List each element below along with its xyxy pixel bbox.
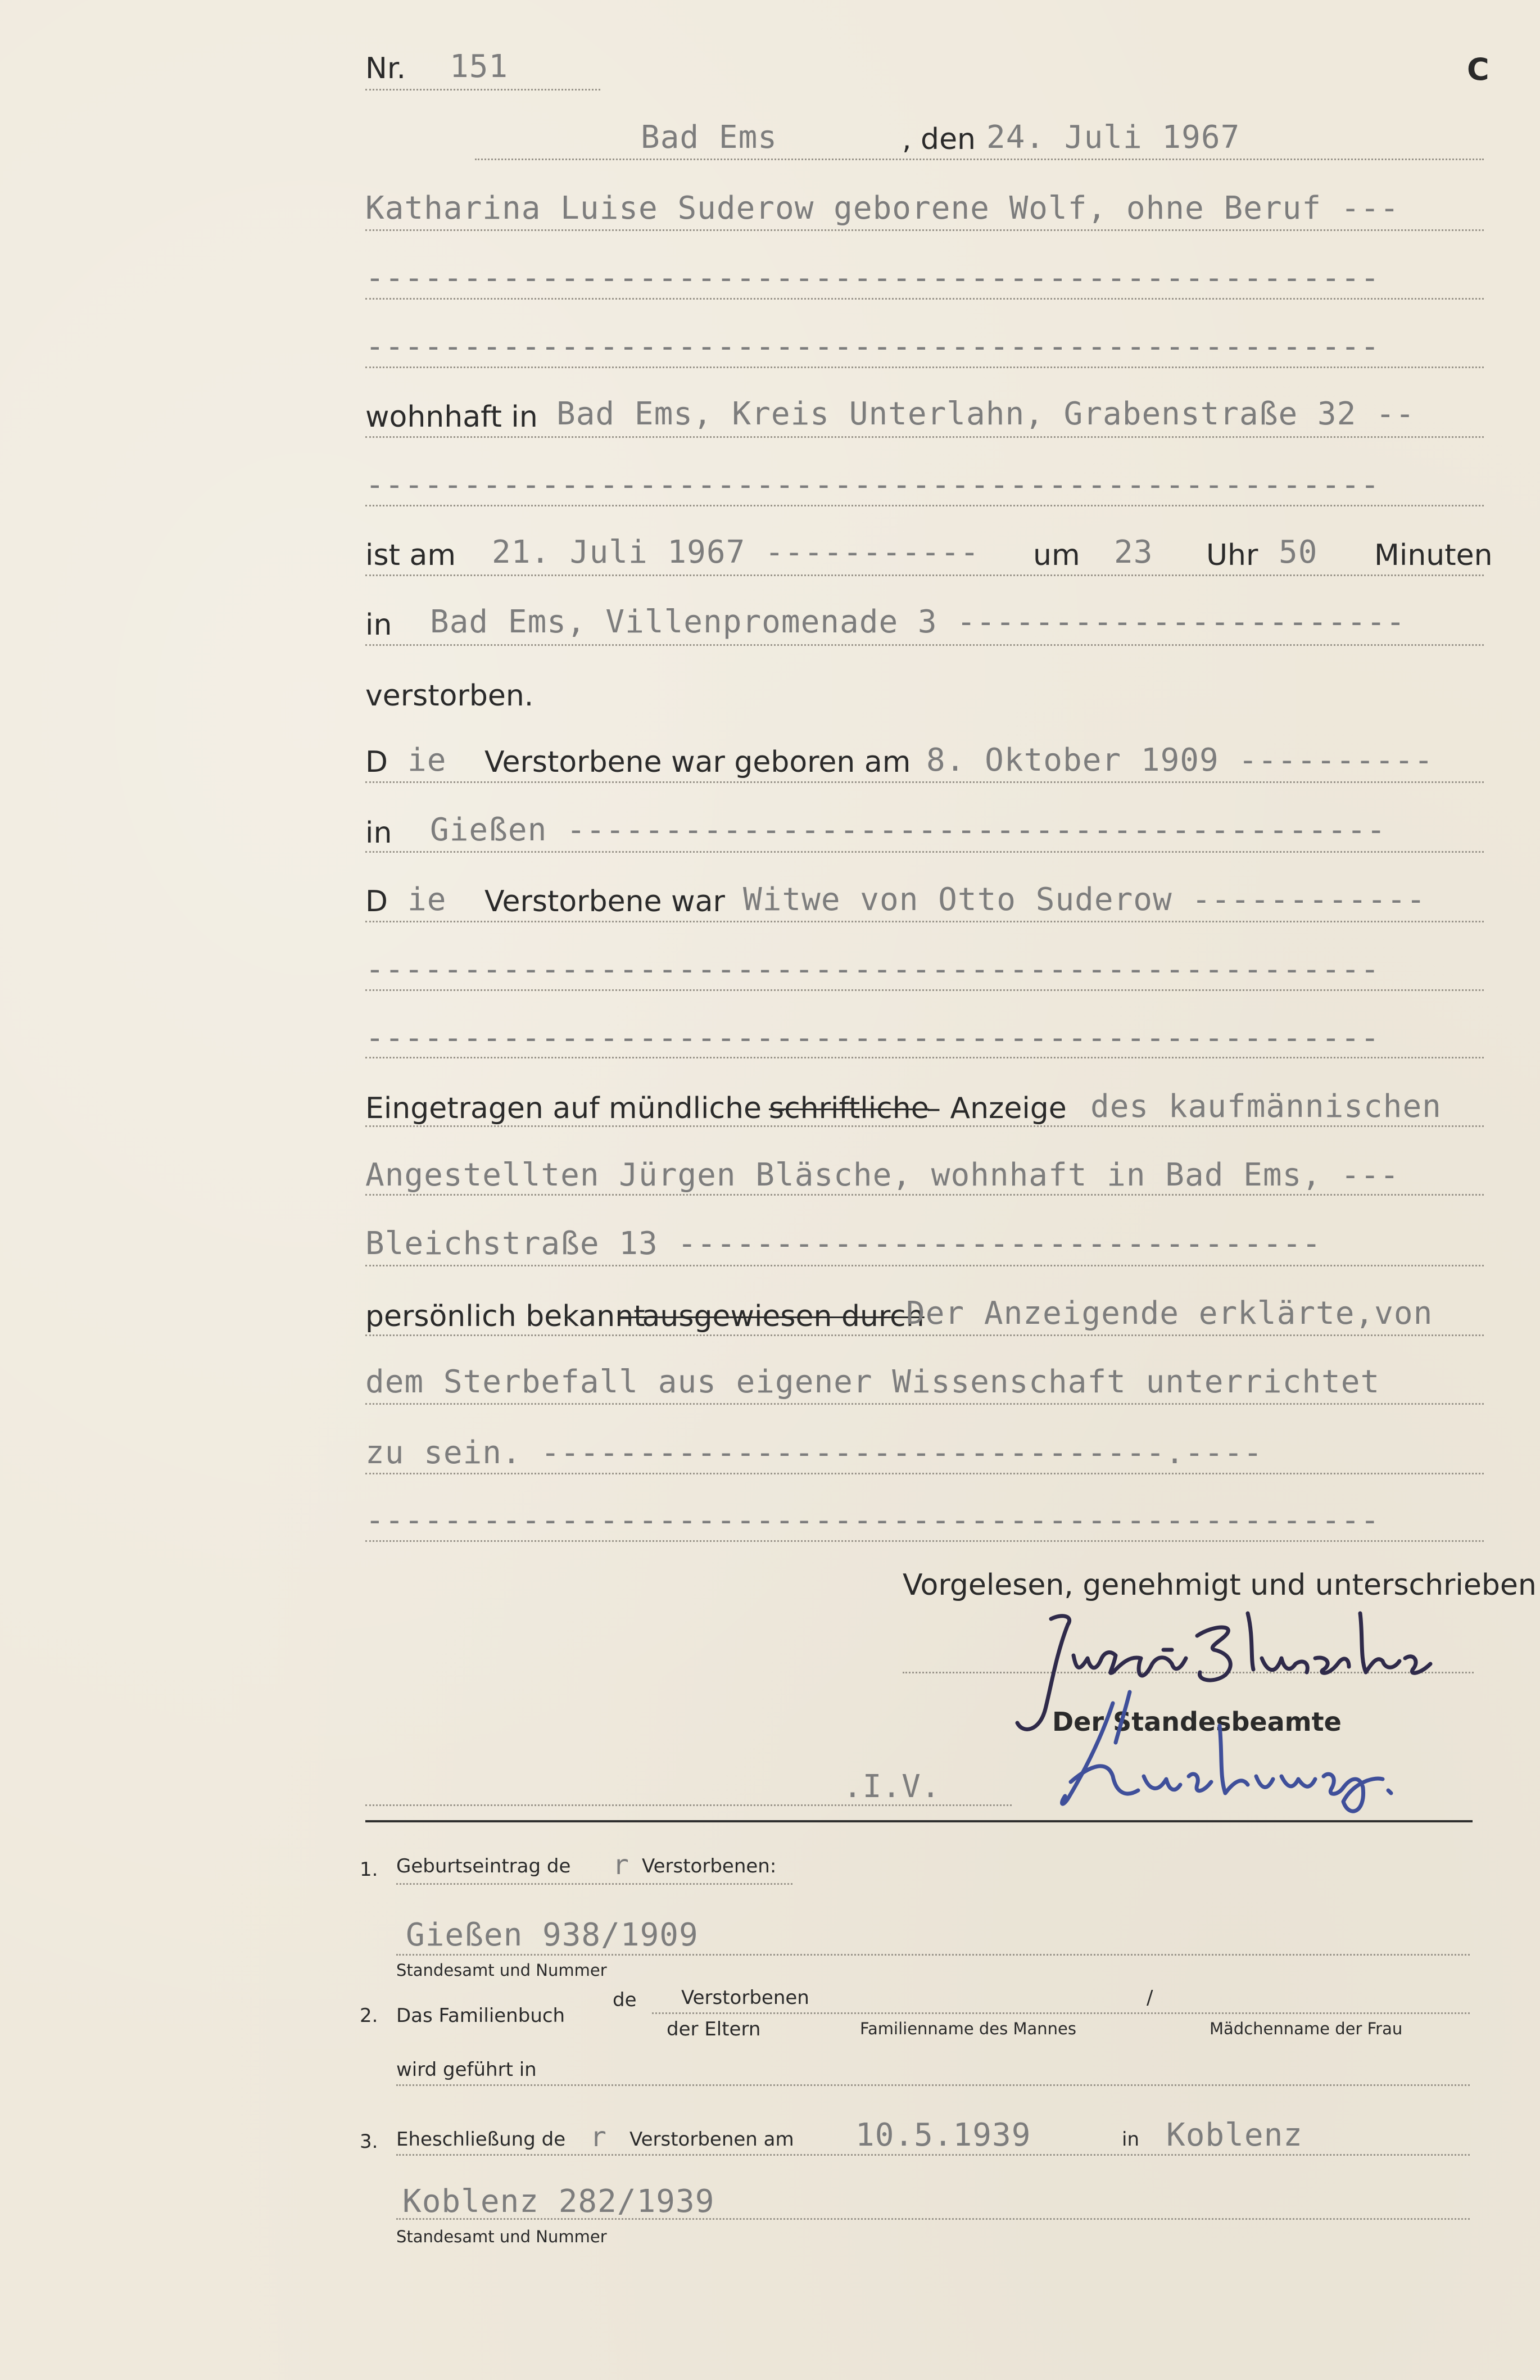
ausgewiesen-struck: – ausgewiesen durch — [618, 1300, 925, 1333]
eltern-option: der Eltern — [667, 2018, 761, 2040]
item-number-2: 2. — [360, 2005, 378, 2027]
line — [396, 1954, 1470, 1956]
line — [365, 229, 1484, 231]
birth-label: Verstorbene war geboren am — [484, 745, 911, 779]
item-number-3: 3. — [360, 2130, 378, 2153]
uhr-label: Uhr — [1206, 539, 1258, 572]
record-date: 24. Juli 1967 — [986, 119, 1240, 156]
den-label: , den — [902, 123, 976, 156]
minuten-label: Minuten — [1374, 539, 1493, 572]
in-label: in — [365, 608, 392, 642]
line — [396, 2084, 1470, 2086]
geburtseintrag-typed: r — [613, 1849, 629, 1881]
separator-line — [365, 1820, 1473, 1822]
informant-line: Angestellten Jürgen Bläsche, wohnhaft in Bad Ems, --- — [365, 1157, 1399, 1193]
line — [365, 298, 1484, 300]
eingetragen-label: Eingetragen auf mündliche – — [365, 1092, 786, 1125]
line — [396, 1883, 792, 1885]
slash: / — [1147, 1987, 1153, 2009]
line — [365, 1334, 1484, 1336]
line — [365, 574, 1484, 576]
vorgelesen-label: Vorgelesen, genehmigt und unterschrieben — [903, 1568, 1537, 1602]
place-of-record: Bad Ems — [641, 119, 778, 156]
status-prefix: D — [365, 885, 388, 918]
declaration-line: Der Anzeigende erklärte,von — [906, 1295, 1433, 1332]
death-minutes: 50 — [1279, 534, 1318, 571]
register-number: 151 — [450, 48, 509, 85]
nr-label: Nr. — [365, 52, 406, 85]
declaration-line: dem Sterbefall aus eigener Wissenschaft unterrichtet — [365, 1364, 1380, 1400]
line — [365, 851, 1484, 853]
marriage-date: 10.5.1939 — [855, 2117, 1031, 2153]
eheschliessung-typed: r — [590, 2121, 607, 2153]
maedchenname-caption: Mädchenname der Frau — [1210, 2019, 1403, 2038]
line — [365, 1540, 1484, 1542]
filler-line: ---------------------------------------------------- — [365, 328, 1380, 365]
familienname-caption: Familienname des Mannes — [860, 2019, 1076, 2038]
filler-line: ---------------------------------------------------- — [365, 1020, 1380, 1056]
declaration-line: zu sein. --------------------------------.---- — [365, 1435, 1263, 1471]
birth-register-entry: Gießen 938/1909 — [406, 1917, 699, 1953]
birth-in-label: in — [365, 816, 392, 850]
line — [365, 989, 1484, 991]
deceased-name: Katharina Luise Suderow geborene Wolf, ohne Beruf --- — [365, 190, 1399, 227]
marriage-place: Koblenz — [1166, 2117, 1303, 2153]
line — [365, 1194, 1484, 1196]
line — [652, 2012, 1470, 2014]
corner-letter: C — [1467, 52, 1489, 87]
line — [365, 1473, 1484, 1474]
line — [396, 2218, 1470, 2220]
standesamt-caption-2: Standesamt und Nummer — [396, 2227, 607, 2246]
filler-line: ---------------------------------------------------- — [365, 260, 1380, 296]
standesbeamte-label: Der Standesbeamte — [1052, 1707, 1342, 1737]
deceased-address: Bad Ems, Kreis Unterlahn, Grabenstraße 32 -- — [556, 396, 1415, 432]
date-line — [475, 159, 1484, 160]
bekannt-label: persönlich bekannt — [365, 1300, 645, 1333]
signature-line — [365, 1804, 1012, 1806]
status-label: Verstorbene war — [484, 885, 725, 918]
filler-line: ---------------------------------------------------- — [365, 1502, 1380, 1539]
birth-place: Gießen ------------------------------------------ — [430, 812, 1387, 848]
line — [365, 505, 1484, 506]
line — [365, 921, 1484, 922]
death-place: Bad Ems, Villenpromenade 3 ----------------------- — [430, 604, 1406, 640]
eheschliessung-label: Eheschließung de — [396, 2128, 566, 2151]
ehe-in-label: in — [1122, 2128, 1139, 2151]
marriage-register-entry: Koblenz 282/1939 — [402, 2183, 715, 2220]
line — [365, 1057, 1484, 1058]
nr-underline — [365, 89, 600, 91]
line — [365, 781, 1484, 783]
anzeige-label: – Anzeige — [926, 1092, 1067, 1125]
line — [365, 366, 1484, 368]
marital-status: Witwe von Otto Suderow ------------ — [743, 881, 1426, 918]
iv-label: .I.V. — [843, 1768, 941, 1805]
familienbuch-label: Das Familienbuch — [396, 2005, 565, 2027]
gefuehrt-label: wird geführt in — [396, 2058, 537, 2081]
official-signature — [1045, 1692, 1428, 1821]
eheschliessung-suffix: Verstorbenen am — [629, 2128, 794, 2151]
ist-am-label: ist am — [365, 539, 456, 572]
line — [365, 1403, 1484, 1405]
line — [365, 1125, 1484, 1127]
line — [365, 644, 1484, 646]
geburtseintrag-label: Geburtseintrag de — [396, 1855, 571, 1877]
line — [365, 1265, 1484, 1266]
informant-occupation: des kaufmännischen — [1090, 1088, 1442, 1125]
verstorbenen-option: Verstorbenen — [681, 1987, 809, 2009]
item-number-1: 1. — [360, 1858, 378, 1881]
filler-line: ---------------------------------------------------- — [365, 467, 1380, 503]
verstorben-label: verstorben. — [365, 679, 534, 713]
status-prefix-typed: ie — [407, 881, 447, 918]
birth-date: 8. Oktober 1909 ---------- — [926, 742, 1434, 779]
birth-prefix-typed: ie — [407, 742, 447, 779]
birth-prefix: D — [365, 745, 388, 779]
death-date: 21. Juli 1967 ----------- — [492, 534, 980, 571]
death-hour: 23 — [1114, 534, 1153, 571]
standesamt-caption: Standesamt und Nummer — [396, 1961, 607, 1980]
schriftliche-struck: schriftliche — [769, 1092, 929, 1125]
filler-line: ---------------------------------------------------- — [365, 951, 1380, 988]
line — [365, 436, 1484, 438]
line — [396, 2154, 1470, 2156]
informant-address: Bleichstraße 13 --------------------------------- — [365, 1225, 1322, 1262]
de-label: de — [613, 1989, 637, 2011]
wohnhaft-label: wohnhaft in — [365, 400, 538, 434]
geburtseintrag-suffix: Verstorbenen: — [642, 1855, 777, 1877]
um-label: um — [1033, 539, 1080, 572]
